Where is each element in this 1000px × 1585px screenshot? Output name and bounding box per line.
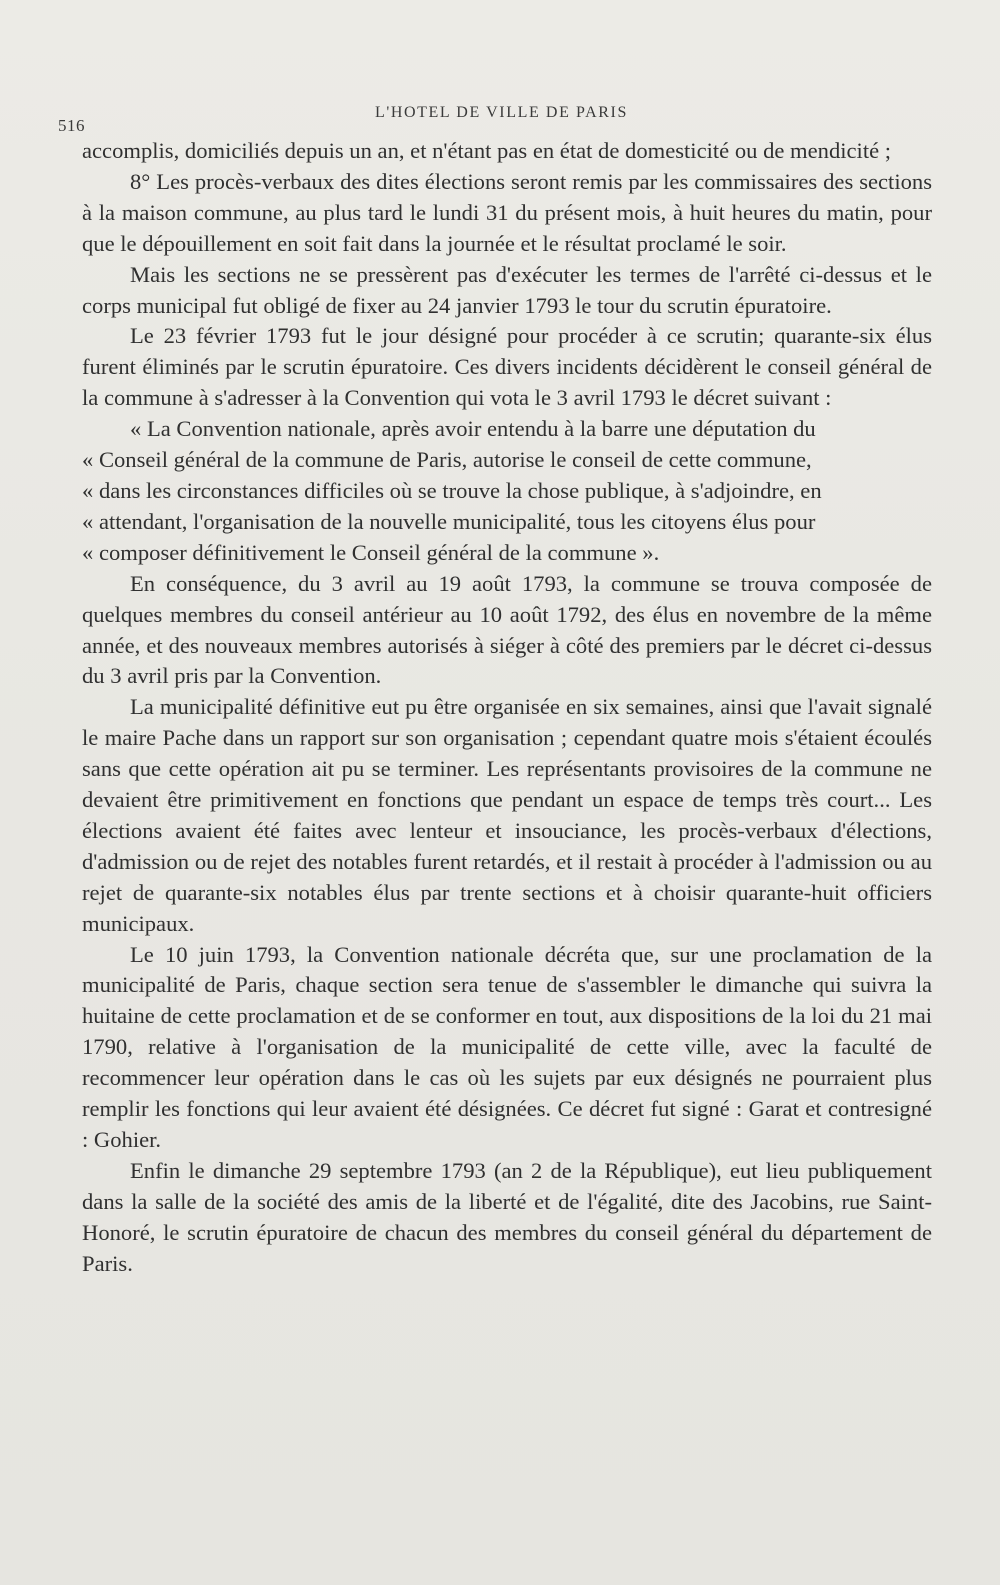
quote-line: « Conseil général de la commune de Paris, autorise le conseil de cette commune, bbox=[82, 447, 812, 473]
running-title: L'HOTEL DE VILLE DE PARIS bbox=[375, 104, 628, 121]
quote-line: « composer définitivement le Conseil général de la commune ». bbox=[82, 539, 660, 565]
quote-line: « La Convention nationale, après avoir entendu à la barre une députation du bbox=[130, 416, 816, 442]
quote-line: « attendant, l'organisation de la nouvelle municipalité, tous les citoyens élus pour bbox=[82, 508, 816, 534]
paragraph: accomplis, domiciliés depuis un an, et n'étant pas en état de domesticité ou de mendicité ; bbox=[82, 138, 892, 163]
paragraph: 8° Les procès-verbaux des dites élections seront remis par les commissaires des sections à la maison commune, au plus tard le lundi 31 du présent mois, à huit heures du matin, pour que le dépouillement en soit fait dans la journée et le résultat proclamé le soir. bbox=[82, 168, 932, 256]
paragraph: En conséquence, du 3 avril au 19 août 1793, la commune se trouva composée de quelques membres du conseil antérieur au 10 août 1792, des élus en novembre de la même année, et des nouveaux membres autorisés à siéger à côté des premiers par le décret ci-dessus du 3 avril pris par la Convention. bbox=[82, 570, 932, 689]
paragraph: Le 23 février 1793 fut le jour désigné pour procéder à ce scrutin; quarante-six élus furent éliminés par le scrutin épuratoire. Ces divers incidents décidèrent le conseil général de la commune à s'adresser à la Convention qui vota le 3 avril 1793 le décret suivant : bbox=[82, 323, 932, 411]
page-number: 516 bbox=[58, 116, 85, 135]
paragraph: La municipalité définitive eut pu être organisée en six semaines, ainsi que l'avait signalé le maire Pache dans un rapport sur son organisation ; cependant quatre mois s'étaient écoulés sans que cette opération ait pu se terminer. Les représentants provisoires de la commune ne devaient être primitivement en fonctions que pendant un espace de temps très court... Les élections avaient été faites avec lenteur et insouciance, les procès-verbaux d'élections, d'admission ou de rejet des notables furent retardés, et il restait à procéder à l'admission ou au rejet de quarante-six notables élus par trente sections et à choisir quarante-huit officiers municipaux. bbox=[82, 694, 932, 936]
paragraph: Le 10 juin 1793, la Convention nationale décréta que, sur une proclamation de la municipalité de Paris, chaque section sera tenue de s'assembler le dimanche qui suivra la huitaine de cette proclamation et de se conformer en tout, aux dispositions de la loi du 21 mai 1790, relative à l'organisation de la municipalité de cette ville, avec la faculté de recommencer leur opération dans le cas où les sujets par eux désignés ne pourraient plus remplir les fonctions qui leur avaient été désignées. Ce décret fut signé : Garat et contresigné : Gohier. bbox=[82, 941, 932, 1152]
paragraph: Enfin le dimanche 29 septembre 1793 (an 2 de la République), eut lieu publiquement dans la salle de la société des amis de la liberté et de l'égalité, dite des Jacobins, rue Saint-Honoré, le scrutin épuratoire de chacun des membres du conseil général du département de Paris. bbox=[82, 1157, 932, 1276]
quote-line: « dans les circonstances difficiles où se trouve la chose publique, à s'adjoindre, en bbox=[82, 477, 822, 503]
paragraph: Mais les sections ne se pressèrent pas d'exécuter les termes de l'arrêté ci-dessus et le corps municipal fut obligé de fixer au 24 janvier 1793 le tour du scrutin épuratoire. bbox=[82, 261, 932, 318]
decree-quote bbox=[82, 414, 932, 569]
body-text bbox=[82, 136, 932, 1280]
